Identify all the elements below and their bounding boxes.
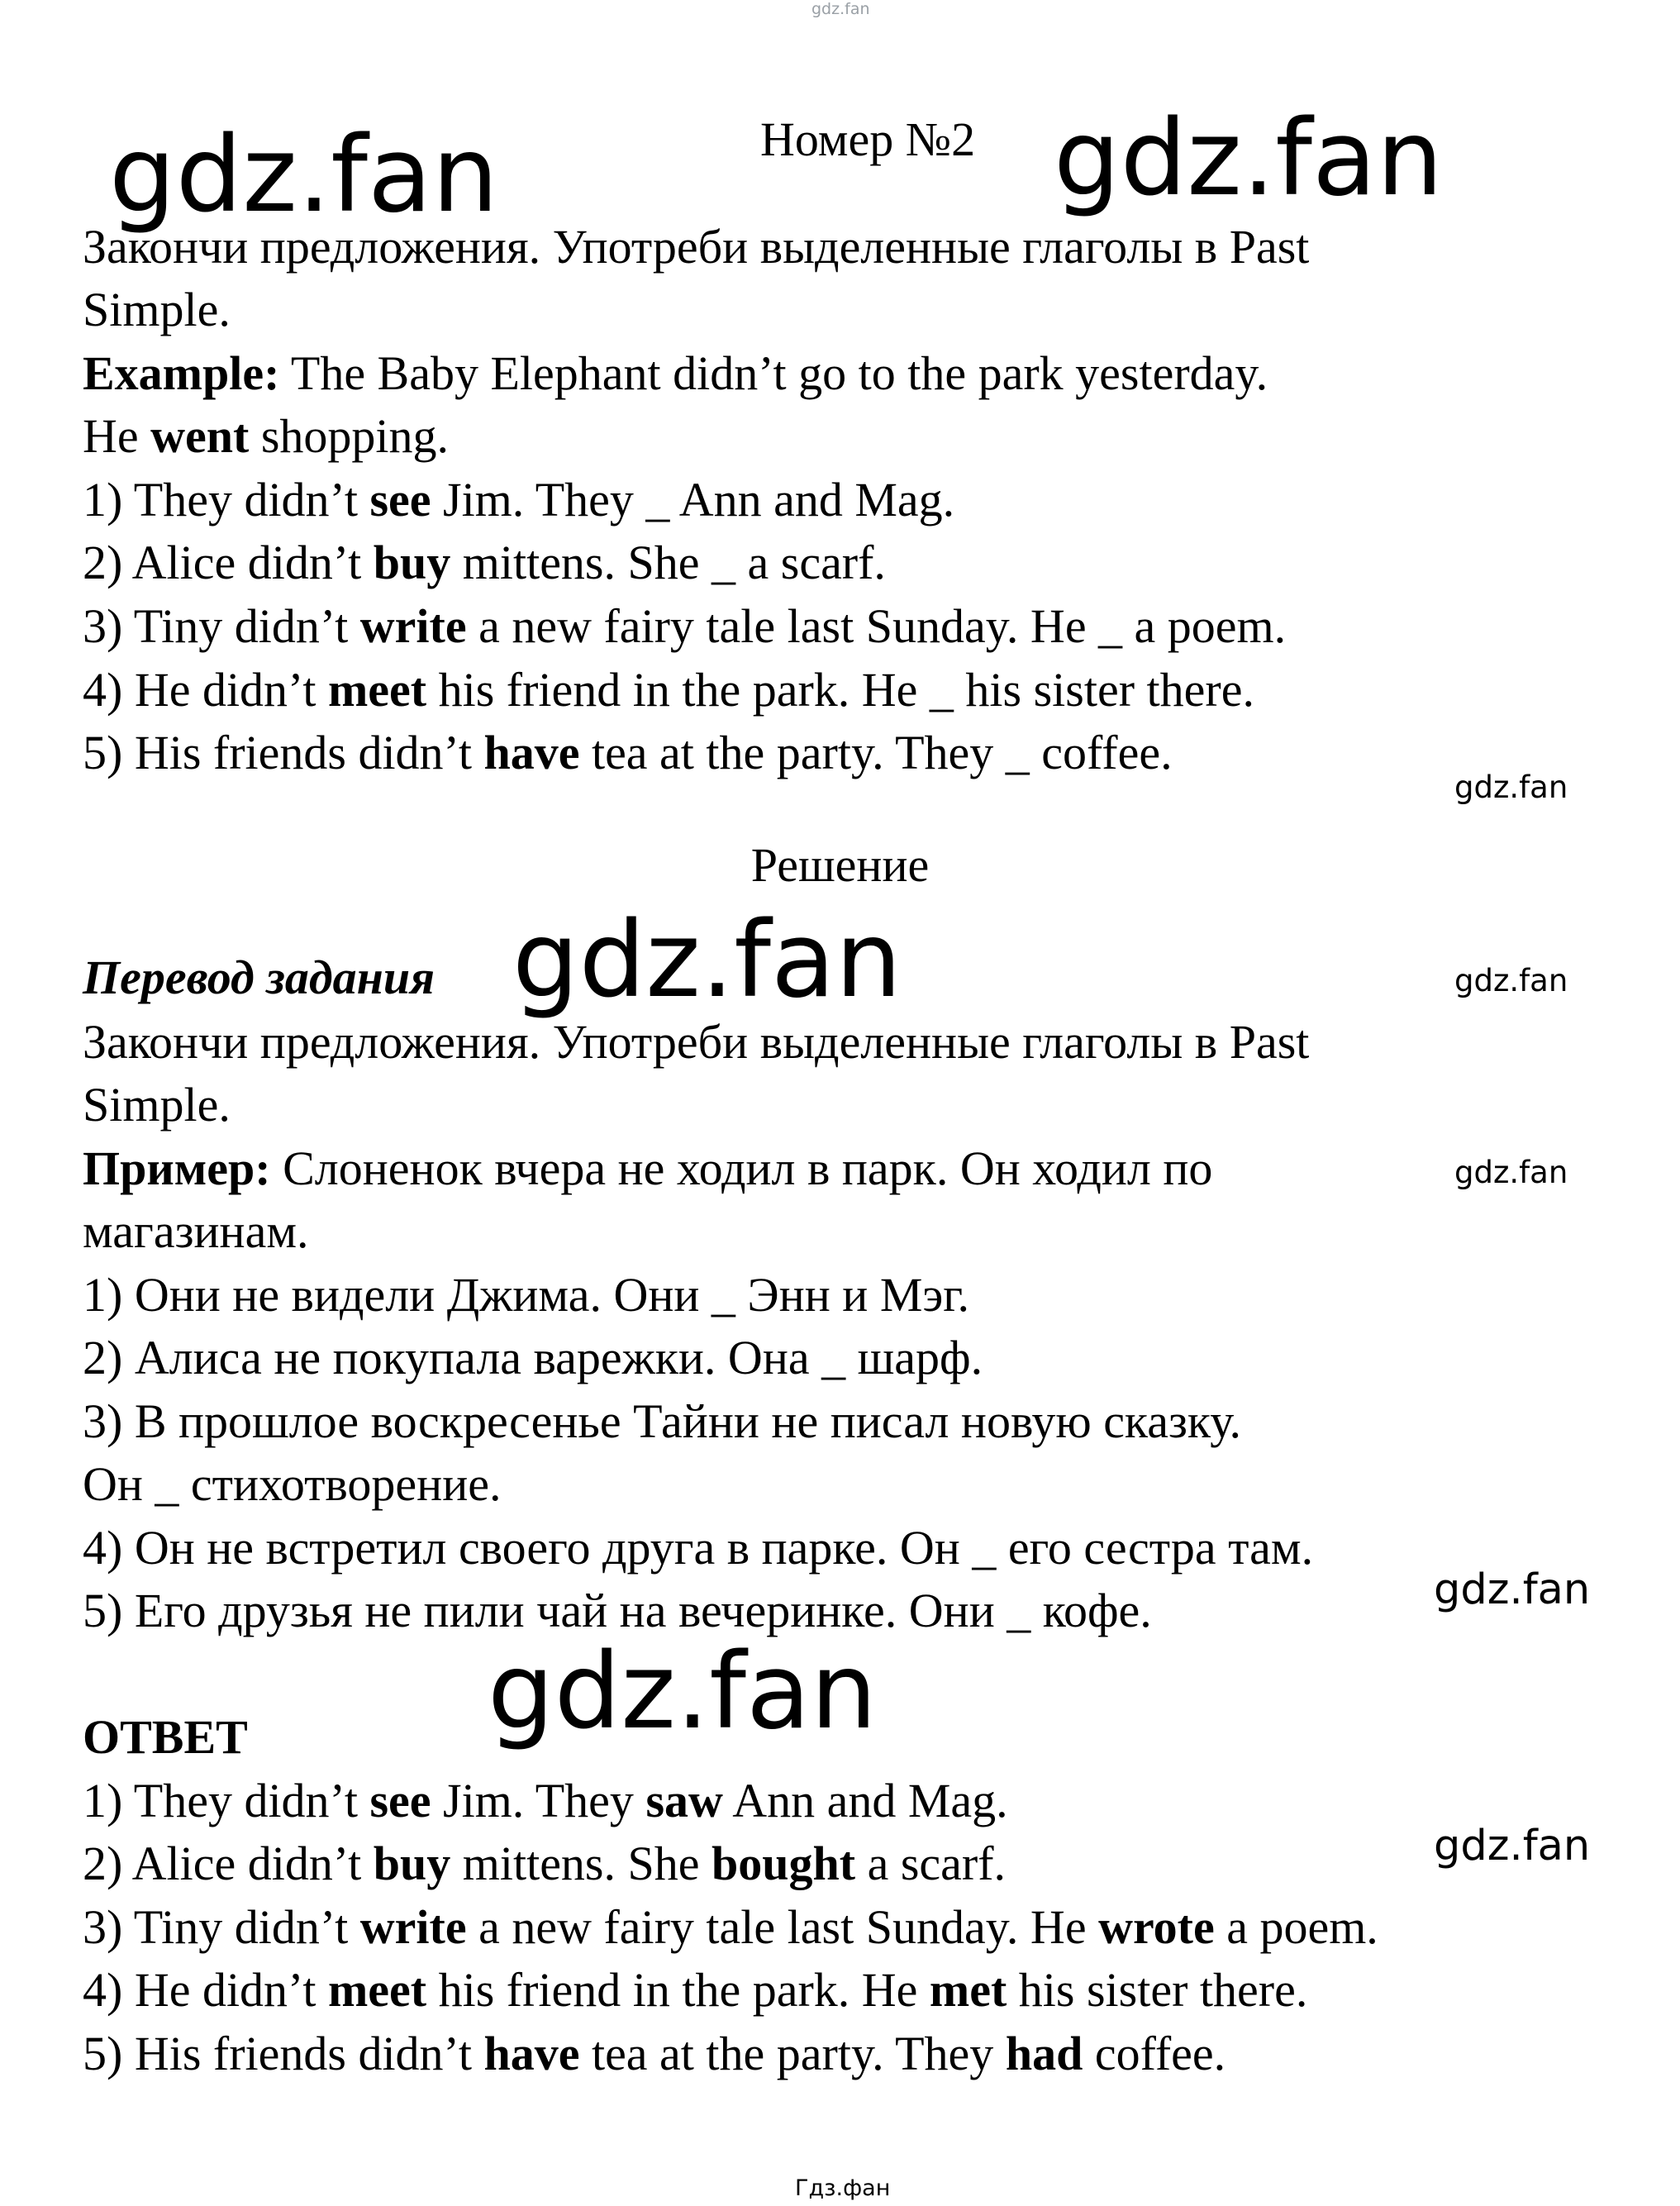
translation-line: 3) В прошлое воскресенье Тайни не писал новую сказку. [83, 1394, 1241, 1448]
translation-example-continued: магазинам. [83, 1204, 309, 1258]
translation-instruction: Закончи предложения. Употреби выделенные глаголы в Past [83, 1015, 1310, 1069]
answer-item: 4) He didn’t meet his friend in the park. He met his sister there. [83, 1963, 1308, 2017]
task-item: 2) Alice didn’t buy mittens. She _ a scarf. [83, 536, 886, 589]
watermark-large: gdz.fan [512, 898, 902, 1021]
highlighted-verb: have [483, 726, 580, 779]
translation-line: Он _ стихотворение. [83, 1457, 502, 1511]
task-instruction: Simple. [83, 283, 231, 336]
highlighted-verb: see [369, 1774, 431, 1827]
watermark-top: gdz.fan [811, 0, 870, 18]
example-text: Слоненок вчера не ходил в парк. Он ходил по [270, 1141, 1213, 1195]
answer-item: 2) Alice didn’t buy mittens. She bought a scarf. [83, 1837, 1007, 1890]
task-item: 1) They didn’t see Jim. They _ Ann and Mag. [83, 473, 955, 526]
translation-line: 4) Он не встретил своего друга в парке. Он _ его сестра там. [83, 1521, 1314, 1575]
answer-item: 5) His friends didn’t have tea at the party. They had coffee. [83, 2027, 1226, 2080]
highlighted-verb: write [359, 1900, 467, 1954]
highlighted-verb: meet [327, 663, 427, 717]
watermark-medium: gdz.fan [1434, 1822, 1591, 1870]
watermark-small: gdz.fan [1454, 963, 1568, 998]
highlighted-verb: went [150, 409, 250, 463]
answer-verb: saw [645, 1774, 723, 1827]
task-example-continued [83, 409, 450, 463]
task-item: 4) He didn’t meet his friend in the park. He _ his sister there. [83, 663, 1254, 717]
highlighted-verb: have [483, 2027, 580, 2080]
answer-verb: had [1005, 2027, 1083, 2080]
task-example [83, 346, 1268, 400]
highlighted-verb: meet [327, 1963, 427, 2017]
watermark-large: gdz.fan [488, 1630, 878, 1752]
watermark-medium: gdz.fan [1434, 1565, 1591, 1614]
example-text: He [83, 409, 151, 463]
page-title: Номер №2 [760, 112, 976, 166]
highlighted-verb: buy [373, 536, 451, 589]
watermark-large: gdz.fan [1054, 97, 1444, 219]
example-text: The Baby Elephant didn’t go to the park yesterday. [279, 346, 1268, 400]
translation-line: 2) Алиса не покупала варежки. Она _ шарф. [83, 1331, 983, 1384]
translation-line: 5) Его друзья не пили чай на вечеринке. Они _ кофе. [83, 1584, 1152, 1637]
watermark-large: gdz.fan [109, 113, 499, 236]
example-label: Example: [83, 346, 280, 400]
translation-instruction: Simple. [83, 1078, 231, 1132]
highlighted-verb: buy [373, 1837, 451, 1890]
watermark-small: gdz.fan [1454, 769, 1568, 805]
example-text: shopping. [249, 409, 450, 463]
example-label: Пример: [83, 1141, 271, 1195]
translation-line: 1) Они не видели Джима. Они _ Энн и Мэг. [83, 1268, 970, 1322]
highlighted-verb: write [359, 599, 467, 653]
translation-example [83, 1141, 1213, 1195]
watermark-footer: Гдз.фан [795, 2175, 891, 2201]
answer-heading: ОТВЕТ [83, 1710, 248, 1764]
highlighted-verb: see [369, 473, 431, 526]
task-instruction: Закончи предложения. Употреби выделенные глаголы в Past [83, 220, 1310, 274]
answer-item: 3) Tiny didn’t write a new fairy tale last Sunday. He wrote a poem. [83, 1900, 1378, 1954]
task-item: 3) Tiny didn’t write a new fairy tale last Sunday. He _ a poem. [83, 599, 1287, 653]
task-item: 5) His friends didn’t have tea at the party. They _ coffee. [83, 726, 1173, 779]
translation-heading: Перевод задания [83, 951, 435, 1004]
answer-item: 1) They didn’t see Jim. They saw Ann and Mag. [83, 1774, 1008, 1827]
watermark-small: gdz.fan [1454, 1155, 1568, 1190]
answer-verb: wrote [1098, 1900, 1215, 1954]
solution-heading: Решение [750, 838, 930, 892]
answer-verb: bought [712, 1837, 856, 1890]
answer-verb: met [929, 1963, 1007, 2017]
